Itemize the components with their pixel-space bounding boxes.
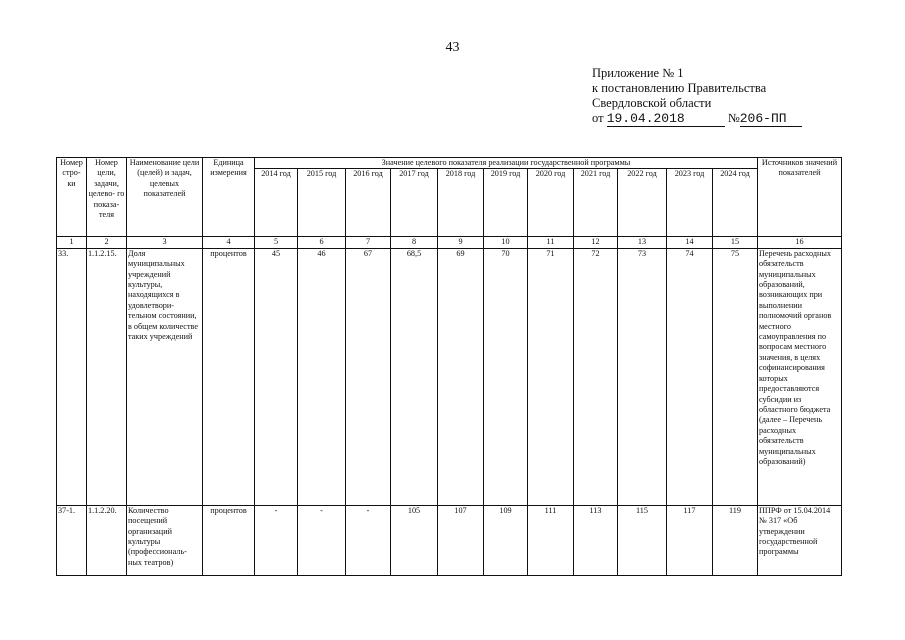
appendix-number: 206-ПП [740,111,802,127]
value-cell: - [298,505,346,575]
column-number: 12 [574,237,618,248]
header-year: 2022 год [618,169,667,237]
value-cell: - [255,505,298,575]
column-number: 4 [203,237,255,248]
value-cell: 113 [574,505,618,575]
header-year: 2018 год [438,169,484,237]
value-cell: 72 [574,248,618,505]
row-number-cell: 37-1. [57,505,87,575]
date-prefix: от [592,111,604,125]
goal-number-cell: 1.1.2.20. [87,505,127,575]
column-number: 5 [255,237,298,248]
value-cell: 69 [438,248,484,505]
header-year: 2016 год [346,169,391,237]
value-cell: 45 [255,248,298,505]
header-unit: Единица измерения [203,158,255,237]
column-number: 3 [127,237,203,248]
value-cell: 68,5 [391,248,438,505]
value-cell: 46 [298,248,346,505]
goal-number-cell: 1.1.2.15. [87,248,127,505]
value-cell: 74 [667,248,713,505]
indicator-name-cell: Количество посещений организаций культуры (профессиональ- ных театров) [127,505,203,575]
column-number: 8 [391,237,438,248]
number-prefix: № [727,111,740,125]
column-number: 9 [438,237,484,248]
appendix-title: Приложение № 1 [592,66,684,80]
table-row [57,505,842,575]
value-cell: 67 [346,248,391,505]
header-year: 2020 год [528,169,574,237]
header-year: 2024 год [713,169,758,237]
column-number: 11 [528,237,574,248]
value-cell: 119 [713,505,758,575]
unit-cell: процентов [203,505,255,575]
column-number: 7 [346,237,391,248]
value-cell: 75 [713,248,758,505]
value-cell: 115 [618,505,667,575]
value-cell: 71 [528,248,574,505]
row-number-cell: 33. [57,248,87,505]
table-row [57,248,842,505]
column-number: 10 [484,237,528,248]
header-year: 2017 год [391,169,438,237]
appendix-date: 19.04.2018 [607,111,725,127]
header-sources: Источников значений показателей [758,158,842,237]
indicator-name-cell: Доля муниципальных учреждений культуры, находящихся в удовлетвори- тельном состоянии, в общем количестве таких учреждений [127,248,203,505]
header-year: 2023 год [667,169,713,237]
unit-cell: процентов [203,248,255,505]
value-cell: 73 [618,248,667,505]
header-year: 2014 год [255,169,298,237]
appendix-region: Свердловской области [592,96,712,110]
header-row-number: Номер стро- ки [57,158,87,237]
column-number: 2 [87,237,127,248]
column-number: 1 [57,237,87,248]
appendix-header [592,66,802,127]
header-year: 2015 год [298,169,346,237]
header-year: 2021 год [574,169,618,237]
source-cell: Перечень расходных обязательств муниципальных образований, возникающих при выполнении полномочий органов местного самоуправления по вопросам местного значения, в целях софинансирования которых предоставляются субсидии из областного бюджета (далее – Перечень расходных обязательств муниципальных образований) [758,248,842,505]
column-number: 14 [667,237,713,248]
target-indicators-table [56,157,842,576]
value-cell: 105 [391,505,438,575]
appendix-subtitle: к постановлению Правительства [592,81,767,95]
header-name: Наименование цели (целей) и задач, целевых показателей [127,158,203,237]
column-number: 15 [713,237,758,248]
column-number: 16 [758,237,842,248]
column-number: 6 [298,237,346,248]
value-cell: 111 [528,505,574,575]
value-cell: - [346,505,391,575]
column-number-row [57,237,842,248]
value-cell: 117 [667,505,713,575]
appendix-date-line [592,111,802,127]
value-cell: 107 [438,505,484,575]
value-cell: 109 [484,505,528,575]
header-values-group: Значение целевого показателя реализации государственной программы [255,158,758,169]
header-goal-number: Номер цели, задачи, целево- го показа- теля [87,158,127,237]
header-year: 2019 год [484,169,528,237]
column-number: 13 [618,237,667,248]
source-cell: ППРФ от 15.04.2014 № 317 «Об утверждении государственной программы [758,505,842,575]
page-number: 43 [445,40,460,55]
value-cell: 70 [484,248,528,505]
